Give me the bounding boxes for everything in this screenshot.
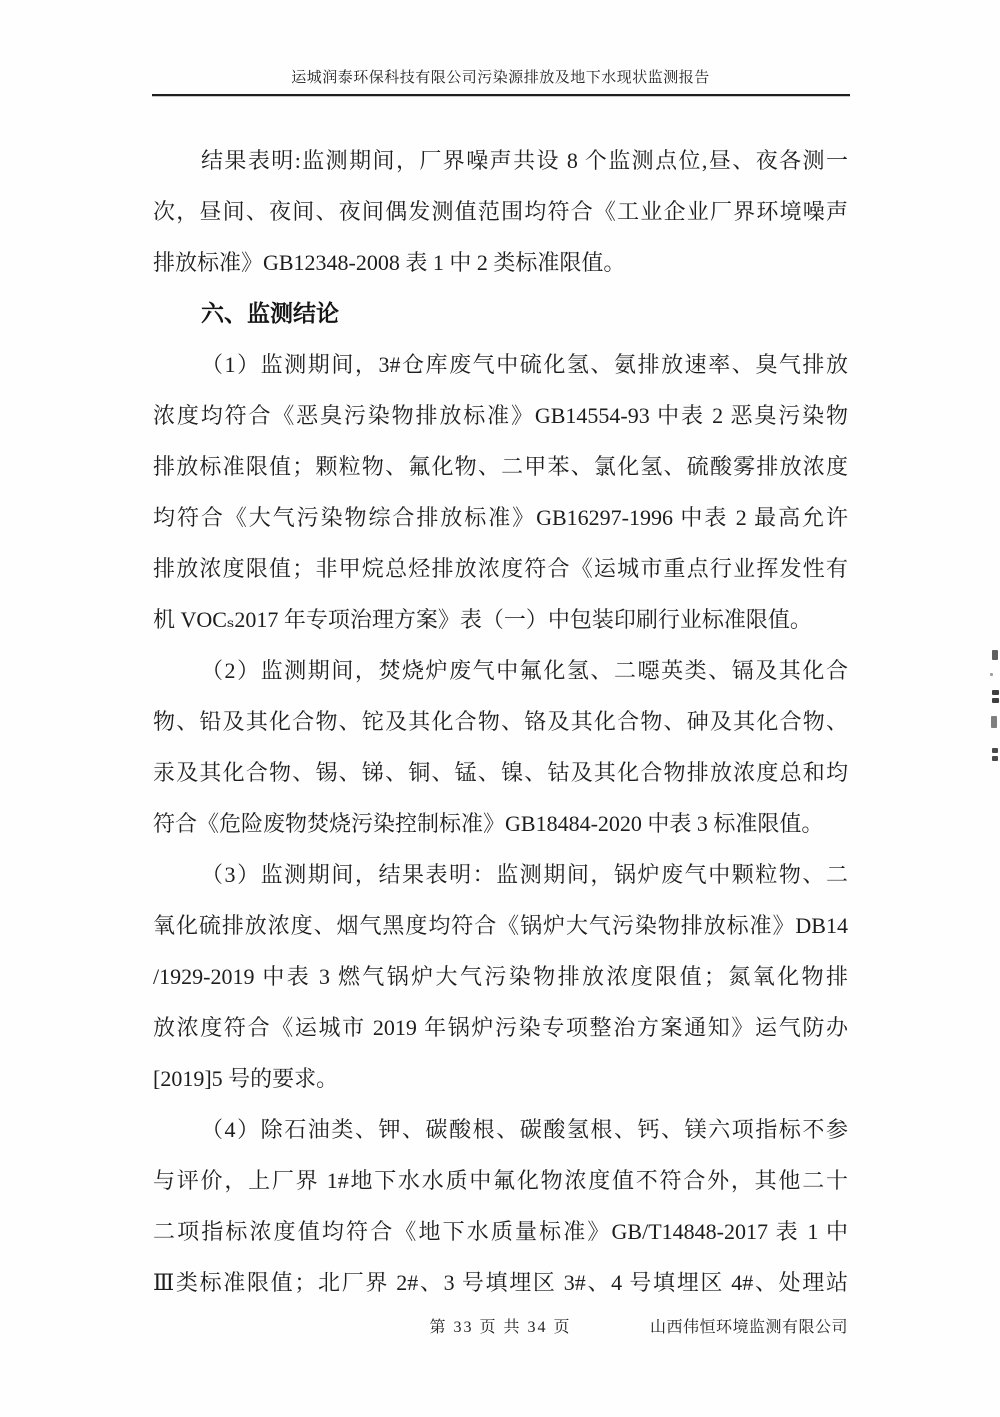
scan-artifact-mark	[991, 716, 997, 728]
scan-artifact-mark	[992, 650, 998, 660]
header-title: 运城润泰环保科技有限公司污染源排放及地下水现状监测报告	[291, 70, 710, 86]
document-line: 放浓度符合《运城市 2019 年锅炉污染专项整治方案通知》运气防办	[153, 1015, 848, 1040]
document-line: 汞及其化合物、锡、锑、铜、锰、镍、钴及其化合物排放浓度总和均	[153, 760, 848, 785]
document-line: 排放浓度限值；非甲烷总烃排放浓度符合《运城市重点行业挥发性有	[153, 556, 848, 581]
document-line: （4）除石油类、钾、碳酸根、碳酸氢根、钙、镁六项指标不参	[201, 1117, 848, 1142]
page-footer	[153, 1314, 848, 1346]
footer-company: 山西伟恒环境监测有限公司	[649, 1319, 848, 1336]
document-line: 机 VOCₛ2017 年专项治理方案》表（一）中包装印刷行业标准限值。	[153, 607, 812, 632]
document-line: 与评价，上厂界 1#地下水水质中氟化物浓度值不符合外，其他二十	[153, 1168, 848, 1193]
document-line: 均符合《大气污染物综合排放标准》GB16297-1996 中表 2 最高允许	[153, 505, 848, 530]
document-line: 排放标准》GB12348-2008 表 1 中 2 类标准限值。	[153, 250, 626, 275]
document-line: 次，昼间、夜间、夜间偶发测值范围均符合《工业企业厂界环境噪声	[153, 199, 848, 224]
document-line: （1）监测期间，3#仓库废气中硫化氢、氨排放速率、臭气排放	[201, 352, 848, 377]
scan-artifact-mark	[992, 698, 999, 703]
document-line: 结果表明:监测期间，厂界噪声共设 8 个监测点位,昼、夜各测一	[201, 148, 848, 173]
document-line: 氧化硫排放浓度、烟气黑度均符合《锅炉大气污染物排放标准》DB14	[153, 913, 848, 938]
scan-artifact-mark	[992, 748, 998, 753]
document-line: 二项指标浓度值均符合《地下水质量标准》GB/T14848-2017 表 1 中	[153, 1219, 848, 1244]
scan-artifact-mark	[992, 690, 999, 695]
document-line: [2019]5 号的要求。	[153, 1066, 339, 1091]
document-line: 浓度均符合《恶臭污染物排放标准》GB14554-93 中表 2 恶臭污染物	[153, 403, 848, 428]
scan-artifact-mark	[992, 756, 998, 761]
document-line: （2）监测期间，焚烧炉废气中氟化氢、二噁英类、镉及其化合	[201, 658, 848, 683]
document-line: 符合《危险废物焚烧污染控制标准》GB18484-2020 中表 3 标准限值。	[153, 811, 824, 836]
document-line: （3）监测期间，结果表明：监测期间，锅炉废气中颗粒物、二	[201, 862, 848, 887]
scan-artifact-mark	[990, 673, 993, 676]
document-body	[153, 135, 848, 1308]
document-line: 物、铅及其化合物、铊及其化合物、铬及其化合物、砷及其化合物、	[153, 709, 848, 734]
page-number: 第 33 页 共 34 页	[429, 1319, 572, 1336]
section-heading: 六、监测结论	[201, 300, 339, 326]
header-rule	[152, 94, 850, 96]
document-line: 排放标准限值；颗粒物、氟化物、二甲苯、氯化氢、硫酸雾排放浓度	[153, 454, 848, 479]
document-line: /1929-2019 中表 3 燃气锅炉大气污染物排放浓度限值；氮氧化物排	[153, 964, 848, 989]
document-line: Ⅲ类标准限值；北厂界 2#、3 号填埋区 3#、4 号填埋区 4#、处理站	[153, 1270, 848, 1295]
